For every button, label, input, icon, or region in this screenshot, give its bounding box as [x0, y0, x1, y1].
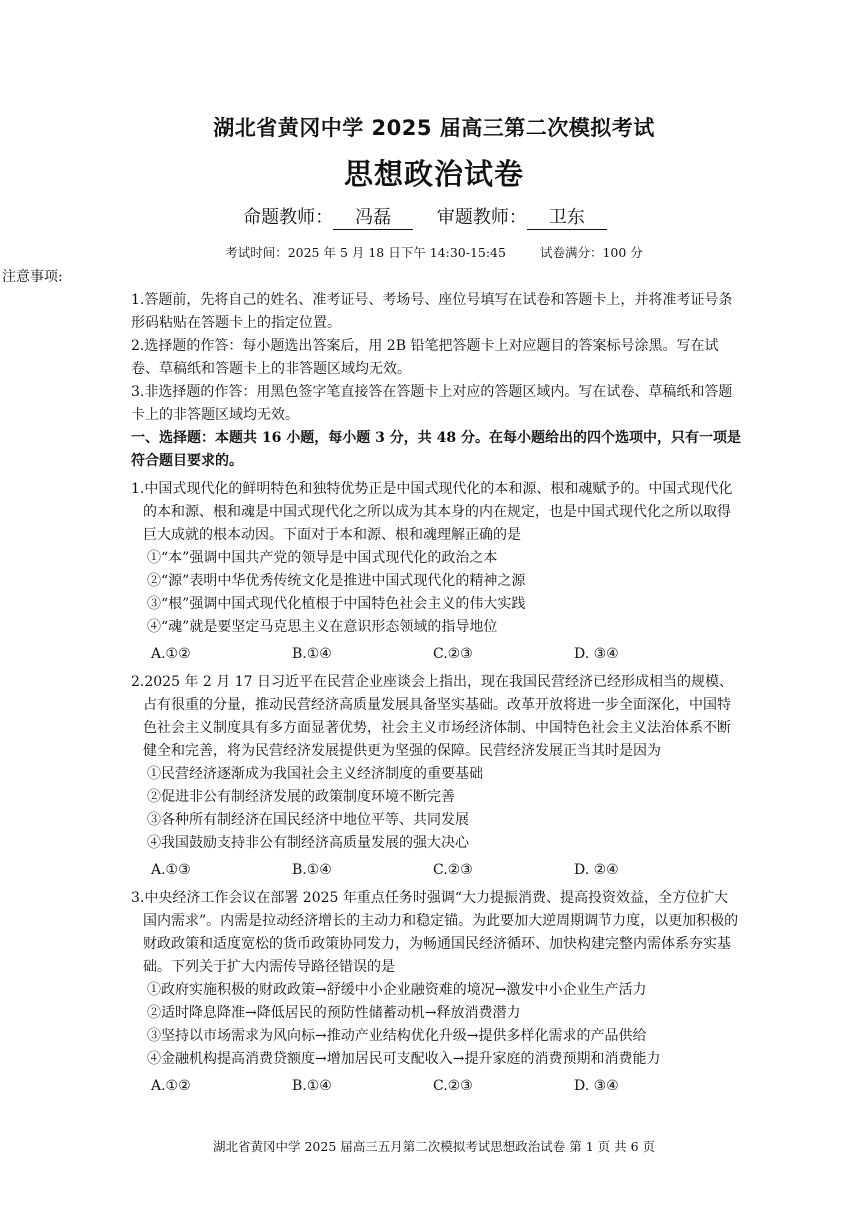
- statement-option: ①政府实施积极的财政政策→舒缓中小企业融资难的境况→激发中小企业生产活力: [147, 982, 647, 998]
- statement-option: ④“魂”就是要坚定马克思主义在意识形态领域的指导地位: [147, 619, 498, 635]
- choice-a: A.①②: [151, 646, 191, 662]
- choice-c: C.②③: [433, 862, 473, 878]
- statement-option: ②促进非公有制经济发展的政策制度环境不断完善: [147, 789, 455, 805]
- note-item: 2.选择题的作答：每小题选出答案后，用 2B 铅笔把答题卡上对应题目的答案标号涂黑。写在试卷、草稿纸和答题卡上的非答题区域均无效。: [131, 338, 719, 377]
- teachers-line: [0, 203, 868, 230]
- choice-b: B.①④: [292, 1078, 332, 1094]
- choice-a: A.①②: [151, 1078, 191, 1094]
- statement-option: ②适时降息降准→降低居民的预防性储蓄动机→释放消费潜力: [147, 1005, 521, 1021]
- choice-c: C.②③: [433, 1078, 473, 1094]
- choice-d: D. ③④: [574, 646, 619, 662]
- statement-option: ①“本”强调中国共产党的领导是中国式现代化的政治之本: [147, 550, 498, 566]
- question-stem: 1.中国式现代化的鲜明特色和独特优势正是中国式现代化的本和源、根和魂赋予的。中国式现代化的本和源、根和魂是中国式现代化之所以成为其本身的内在规定，也是中国式现代化之所以取得巨大成就的根本动因。下面对于本和源、根和魂理解正确的是: [131, 481, 733, 543]
- question-2: [131, 671, 741, 882]
- choice-a: A.①③: [151, 862, 191, 878]
- setter-name: 冯磊: [333, 207, 413, 230]
- answer-choices: [131, 643, 741, 666]
- exam-time: 考试时间：2025 年 5 月 18 日下午 14:30-15:45: [225, 245, 506, 260]
- exam-meta: [0, 243, 868, 261]
- question-1: [131, 478, 741, 666]
- section-heading: 一、选择题：本题共 16 小题，每小题 3 分，共 48 分。在每小题给出的四个选项中，只有一项是符合题目要求的。: [131, 430, 741, 469]
- question-stem: 3.中央经济工作会议在部署 2025 年重点任务时强调“大力提振消费、提高投资效益，全方位扩大国内需求”。内需是拉动经济增长的主动力和稳定锚。为此要加大逆周期调节力度，以更加积极的财政政策和适度宽松的货币政策协同发力，为畅通国民经济循环、加快构建完整内需体系夯实基础。下列关于扩大内需传导路径错误的是: [131, 890, 739, 975]
- choice-b: B.①④: [292, 646, 332, 662]
- subject-title: 思想政治试卷: [343, 157, 524, 191]
- question-stem: 2.2025 年 2 月 17 日习近平在民营企业座谈会上指出，现在我国民营经济已经形成相当的规模、占有很重的分量，推动民营经济高质量发展具备坚实基础。改革开放将进一步全面深化，中国特色社会主义制度具有多方面显著优势，社会主义市场经济体制、中国特色社会主义法治体系不断健全和完善，将为民营经济发展提供更为坚强的保障。民营经济发展正当其时是因为: [131, 674, 733, 759]
- choice-c: C.②③: [433, 646, 473, 662]
- statement-option: ②“源”表明中华优秀传统文化是推进中国式现代化的精神之源: [147, 573, 526, 589]
- page-footer: 湖北省黄冈中学 2025 届高三五月第二次模拟考试思想政治试卷 第 1 页 共 6 页: [212, 1139, 655, 1154]
- reviewer-name: 卫东: [527, 207, 607, 230]
- choice-b: B.①④: [292, 862, 332, 878]
- reviewer-label: 审题教师：: [436, 207, 527, 228]
- answer-choices: [131, 859, 741, 882]
- note-item: 3.非选择题的作答：用黑色签字笔直接答在答题卡上对应的答题区域内。写在试卷、草稿纸和答题卡上的非答题区域均无效。: [131, 384, 733, 423]
- statement-option: ③坚持以市场需求为风向标→推动产业结构优化升级→提供多样化需求的产品供给: [147, 1028, 647, 1044]
- statement-option: ④我国鼓励支持非公有制经济高质量发展的强大决心: [147, 835, 469, 851]
- exam-body: [2, 266, 741, 289]
- choice-d: D. ③④: [574, 1078, 619, 1094]
- statement-option: ③“根”强调中国式现代化植根于中国特色社会主义的伟大实践: [147, 596, 526, 612]
- question-3: [131, 887, 741, 1098]
- exam-title: 湖北省黄冈中学 2025 届高三第二次模拟考试: [213, 116, 655, 140]
- notes-heading: 注意事项:: [2, 269, 63, 285]
- statement-option: ③各种所有制经济在国民经济中地位平等、共同发展: [147, 812, 469, 828]
- setter-label: 命题教师：: [243, 207, 334, 228]
- full-score: 试卷满分：100 分: [539, 245, 643, 260]
- choice-d: D. ②④: [574, 862, 619, 878]
- answer-choices: [131, 1075, 741, 1098]
- statement-option: ④金融机构提高消费贷额度→增加居民可支配收入→提升家庭的消费预期和消费能力: [147, 1051, 661, 1067]
- statement-option: ①民营经济逐渐成为我国社会主义经济制度的重要基础: [147, 766, 483, 782]
- note-item: 1.答题前，先将自己的姓名、准考证号、考场号、座位号填写在试卷和答题卡上，并将准考证号条形码粘贴在答题卡上的指定位置。: [131, 292, 733, 331]
- notes-list: [131, 289, 741, 1098]
